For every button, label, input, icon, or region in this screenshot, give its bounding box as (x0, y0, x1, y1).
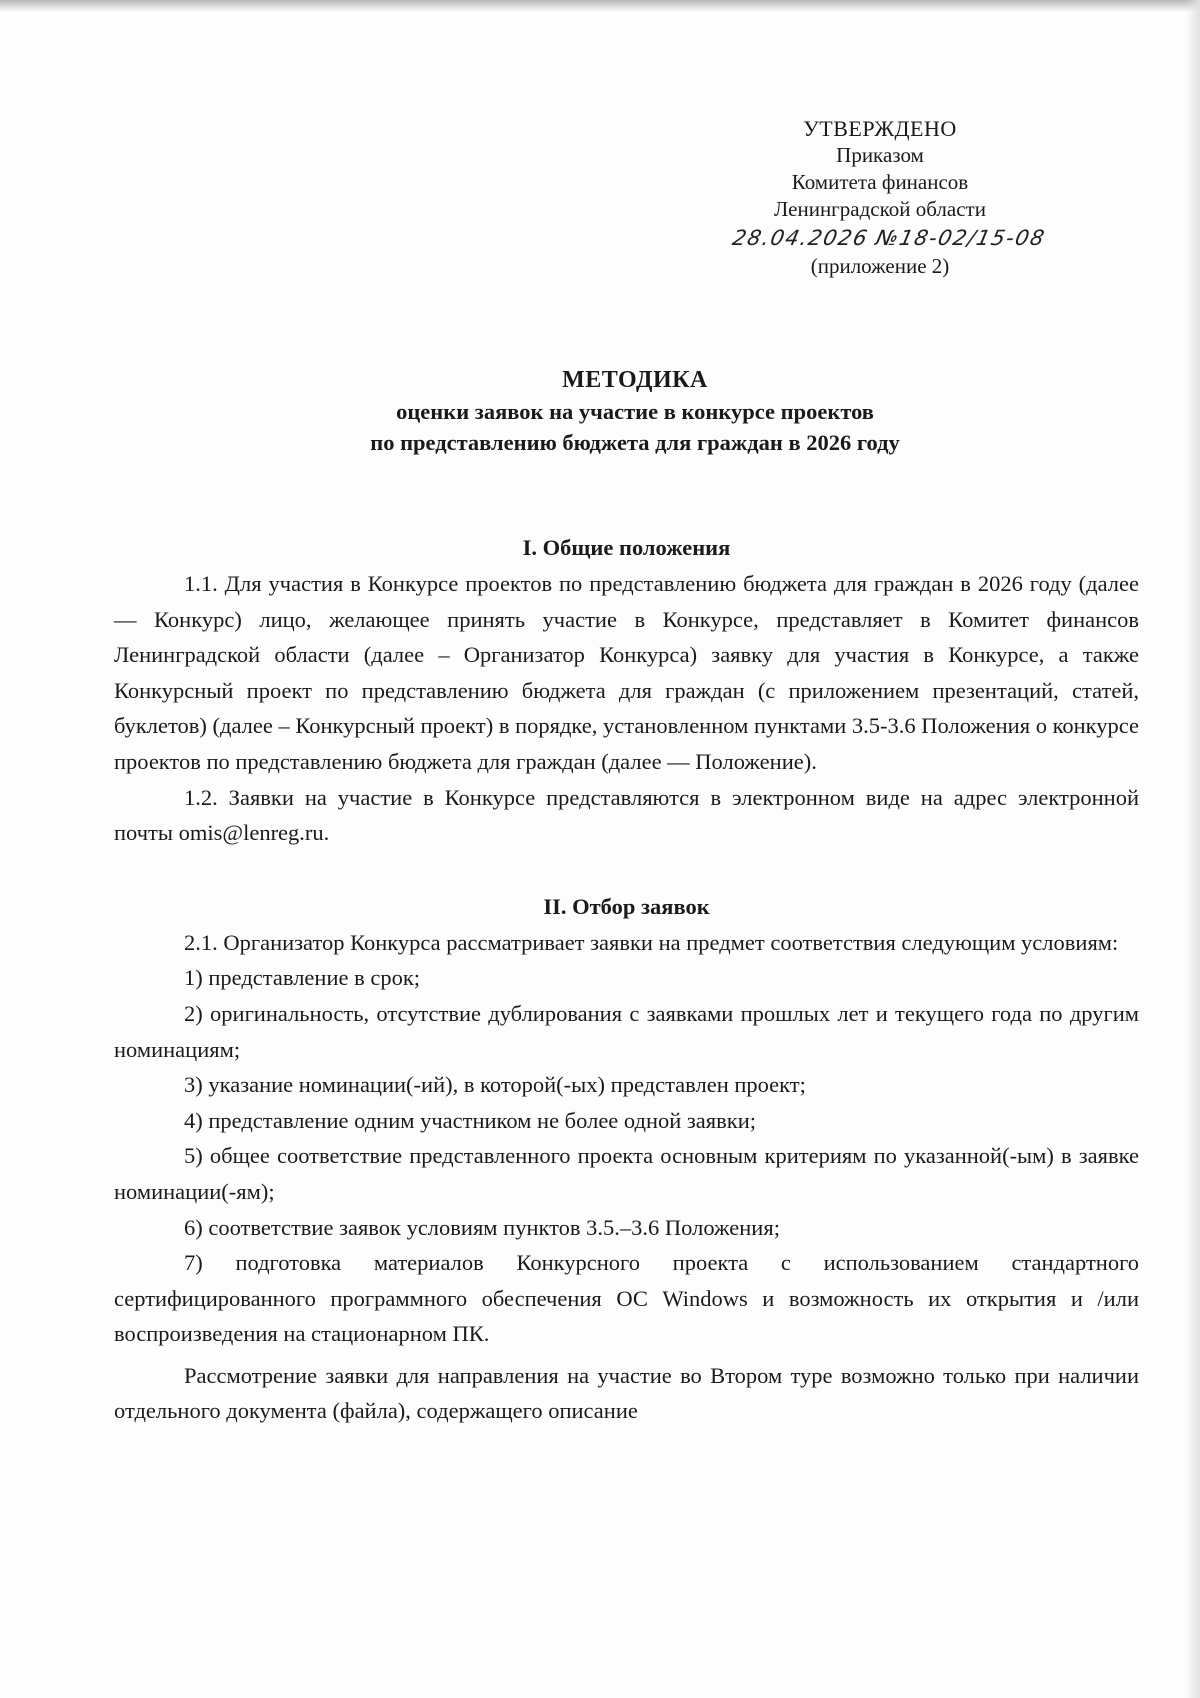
list-item-6: 6) соответствие заявок условиям пунктов 3.5.–3.6 Положения; (184, 1214, 780, 1240)
approval-title: УТВЕРЖДЕНО (803, 116, 957, 141)
paragraph-1-1: 1.1. Для участия в Конкурсе проектов по представлению бюджета для граждан в 2026 году (далее — Конкурс) лицо, желающее принять участие в Конкурсе, представляет в Комитет финансов Ленинградской области (далее – Организатор Конкурса) заявку для участия в Конкурсе, а также Конкурсный проект по представлению бюджета для граждан (с приложением презентаций, статей, буклетов) (далее – Конкурсный проект) в порядке, установленном пунктами 3.5-3.6 Положения о конкурсе проектов по представлению бюджета для граждан (далее — Положение). (114, 571, 1140, 774)
section-spacer (114, 851, 1139, 889)
document-subtitle-line-2: по представлению бюджета для граждан в 2026 году (370, 430, 900, 455)
handwritten-date-number: 28.04.2026 №18-02/15-08 (730, 226, 1048, 250)
section-2-title: II. Отбор заявок (543, 893, 710, 919)
list-item-2: 2) оригинальность, отсутствие дублирования с заявками прошлых лет и текущего года по другим номинациям; (114, 1000, 1139, 1062)
list-item-1: 1) представление в срок; (184, 965, 421, 991)
approval-committee-line: Комитета финансов (791, 170, 969, 194)
list-item-3: 3) указание номинации(-ий), в которой(-ых) представлен проект; (184, 1072, 806, 1098)
approval-region-line: Ленинградской области (774, 197, 986, 221)
list-item-7: 7) подготовка материалов Конкурсного проекта с использованием стандартного сертифицированного программного обеспечения ОС Windows и возможность их открытия и /или воспроизведения на стационарном ПК. (114, 1250, 1139, 1347)
paragraph-2-1: 2.1. Организатор Конкурса рассматривает заявки на предмет соответствия следующим условиям: (184, 929, 1119, 955)
document-heading (100, 365, 1170, 458)
document-body (114, 530, 1139, 1429)
approval-stamp-block (700, 115, 1060, 280)
scan-edge-top (0, 0, 1200, 12)
list-item-5: 5) общее соответствие представленного проекта основным критериям по указанной(-ым) в заявке номинации(-ям); (114, 1143, 1139, 1204)
scan-edge-right (1186, 0, 1200, 1698)
document-title: МЕТОДИКА (562, 367, 708, 393)
paragraph-1-2: 1.2. Заявки на участие в Конкурсе представляются в электронном виде на адрес электронной почты omis@lenreg.ru. (114, 784, 1139, 846)
approval-order-line: Приказом (836, 143, 924, 167)
paragraph-review-condition: Рассмотрение заявки для направления на участие во Втором туре возможно только при наличии отдельного документа (файла), содержащего описание (114, 1362, 1139, 1424)
approval-appendix-line: (приложение 2) (810, 254, 950, 278)
document-subtitle-line-1: оценки заявок на участие в конкурсе проектов (396, 399, 874, 424)
section-1-title: I. Общие положения (522, 535, 731, 560)
list-item-4: 4) представление одним участником не более одной заявки; (184, 1107, 756, 1133)
